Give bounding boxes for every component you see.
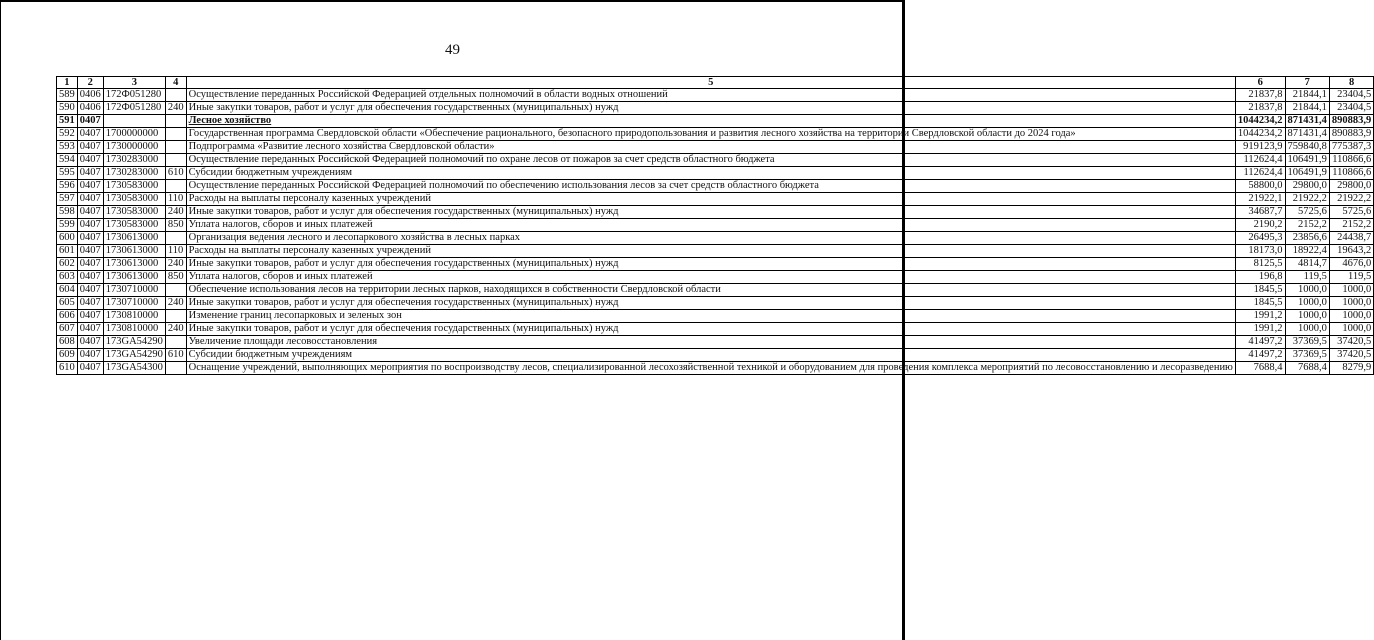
table-row — [57, 193, 1374, 206]
description-cell: Иные закупки товаров, работ и услуг для обеспечения государственных (муниципальных) нужд — [186, 206, 1235, 219]
expense-type-cell — [165, 115, 186, 128]
table-row — [57, 323, 1374, 336]
table-row — [57, 232, 1374, 245]
description-cell: Иные закупки товаров, работ и услуг для обеспечения государственных (муниципальных) нужд — [186, 258, 1235, 271]
amount-col-8-cell: 110866,6 — [1329, 154, 1373, 167]
section-code-cell: 0407 — [77, 297, 103, 310]
expense-type-cell — [165, 284, 186, 297]
amount-col-8-cell: 5725,6 — [1329, 206, 1373, 219]
table-row — [57, 310, 1374, 323]
row-number-cell: 596 — [57, 180, 78, 193]
description-cell: Осуществление переданных Российской Федерацией полномочий по охране лесов от пожаров за счет средств областного бюджета — [186, 154, 1235, 167]
amount-col-6-cell: 1044234,2 — [1235, 128, 1285, 141]
amount-col-8-cell: 24438,7 — [1329, 232, 1373, 245]
row-number-cell: 595 — [57, 167, 78, 180]
amount-col-7-cell: 21844,1 — [1285, 89, 1329, 102]
description-cell: Изменение границ лесопарковых и зеленых зон — [186, 310, 1235, 323]
amount-col-6-cell: 1991,2 — [1235, 323, 1285, 336]
table-row — [57, 206, 1374, 219]
table-row — [57, 89, 1374, 102]
target-article-cell: 1730000000 — [103, 141, 165, 154]
table-row — [57, 141, 1374, 154]
amount-col-6-cell: 26495,3 — [1235, 232, 1285, 245]
section-code-cell: 0407 — [77, 323, 103, 336]
amount-col-8-cell: 8279,9 — [1329, 362, 1373, 375]
amount-col-6-cell: 1991,2 — [1235, 310, 1285, 323]
section-code-cell: 0407 — [77, 245, 103, 258]
section-code-cell: 0407 — [77, 180, 103, 193]
row-number-cell: 601 — [57, 245, 78, 258]
description-cell: Государственная программа Свердловской области «Обеспечение рационального, безопасного природопользования и развития лесного хозяйства на территории Свердловской области до 2024 года» — [186, 128, 1235, 141]
amount-col-7-cell: 7688,4 — [1285, 362, 1329, 375]
amount-col-7-cell: 21922,2 — [1285, 193, 1329, 206]
header-col-6: 6 — [1235, 77, 1285, 89]
amount-col-8-cell: 23404,5 — [1329, 102, 1373, 115]
header-col-1: 1 — [57, 77, 78, 89]
table-row — [57, 349, 1374, 362]
target-article-cell: 1730613000 — [103, 258, 165, 271]
amount-col-7-cell: 1000,0 — [1285, 284, 1329, 297]
amount-col-6-cell: 919123,9 — [1235, 141, 1285, 154]
expense-type-cell — [165, 141, 186, 154]
budget-table — [56, 76, 1374, 375]
expense-type-cell: 240 — [165, 206, 186, 219]
amount-col-7-cell: 4814,7 — [1285, 258, 1329, 271]
amount-col-8-cell: 1000,0 — [1329, 297, 1373, 310]
amount-col-7-cell: 23856,6 — [1285, 232, 1329, 245]
target-article-cell: 172Ф051280 — [103, 89, 165, 102]
expense-type-cell — [165, 128, 186, 141]
description-cell: Оснащение учреждений, выполняющих мероприятия по воспроизводству лесов, специализированной лесохозяйственной техникой и оборудованием для проведения комплекса мероприятий по лесовосстановлению и лесоразведению — [186, 362, 1235, 375]
description-cell: Субсидии бюджетным учреждениям — [186, 349, 1235, 362]
description-cell: Осуществление переданных Российской Федерацией отдельных полномочий в области водных отношений — [186, 89, 1235, 102]
section-code-cell: 0407 — [77, 167, 103, 180]
row-number-cell: 608 — [57, 336, 78, 349]
amount-col-7-cell: 1000,0 — [1285, 310, 1329, 323]
header-col-8: 8 — [1329, 77, 1373, 89]
section-code-cell: 0407 — [77, 271, 103, 284]
section-code-cell: 0406 — [77, 89, 103, 102]
row-number-cell: 589 — [57, 89, 78, 102]
expense-type-cell — [165, 154, 186, 167]
row-number-cell: 597 — [57, 193, 78, 206]
row-number-cell: 605 — [57, 297, 78, 310]
amount-col-8-cell: 890883,9 — [1329, 128, 1373, 141]
amount-col-6-cell: 58800,0 — [1235, 180, 1285, 193]
expense-type-cell — [165, 336, 186, 349]
amount-col-8-cell: 23404,5 — [1329, 89, 1373, 102]
amount-col-8-cell: 21922,2 — [1329, 193, 1373, 206]
section-code-cell: 0407 — [77, 115, 103, 128]
table-row — [57, 219, 1374, 232]
target-article-cell — [103, 115, 165, 128]
amount-col-8-cell: 1000,0 — [1329, 323, 1373, 336]
table-row — [57, 297, 1374, 310]
target-article-cell: 1730583000 — [103, 180, 165, 193]
expense-type-cell: 240 — [165, 258, 186, 271]
expense-type-cell: 240 — [165, 102, 186, 115]
row-number-cell: 604 — [57, 284, 78, 297]
row-number-cell: 603 — [57, 271, 78, 284]
target-article-cell: 1730583000 — [103, 206, 165, 219]
target-article-cell: 1730710000 — [103, 297, 165, 310]
target-article-cell: 1730710000 — [103, 284, 165, 297]
description-cell: Расходы на выплаты персоналу казенных учреждений — [186, 245, 1235, 258]
section-code-cell: 0407 — [77, 219, 103, 232]
amount-col-7-cell: 106491,9 — [1285, 154, 1329, 167]
page-border-left — [0, 0, 1, 640]
amount-col-6-cell: 41497,2 — [1235, 349, 1285, 362]
row-number-cell: 590 — [57, 102, 78, 115]
target-article-cell: 1730583000 — [103, 193, 165, 206]
amount-col-8-cell: 119,5 — [1329, 271, 1373, 284]
target-article-cell: 172Ф051280 — [103, 102, 165, 115]
header-col-4: 4 — [165, 77, 186, 89]
target-article-cell: 1730613000 — [103, 232, 165, 245]
target-article-cell: 1730283000 — [103, 167, 165, 180]
row-number-cell: 592 — [57, 128, 78, 141]
header-col-2: 2 — [77, 77, 103, 89]
row-number-cell: 599 — [57, 219, 78, 232]
page-number: 49 — [445, 42, 460, 58]
expense-type-cell: 850 — [165, 271, 186, 284]
description-cell: Уплата налогов, сборов и иных платежей — [186, 271, 1235, 284]
table-row — [57, 362, 1374, 375]
description-cell: Иные закупки товаров, работ и услуг для обеспечения государственных (муниципальных) нужд — [186, 102, 1235, 115]
table-row — [57, 115, 1374, 128]
header-col-3: 3 — [103, 77, 165, 89]
amount-col-6-cell: 2190,2 — [1235, 219, 1285, 232]
table-row — [57, 180, 1374, 193]
description-cell: Субсидии бюджетным учреждениям — [186, 167, 1235, 180]
amount-col-7-cell: 119,5 — [1285, 271, 1329, 284]
expense-type-cell: 240 — [165, 323, 186, 336]
target-article-cell: 1730613000 — [103, 245, 165, 258]
section-code-cell: 0407 — [77, 154, 103, 167]
section-code-cell: 0407 — [77, 258, 103, 271]
header-col-7: 7 — [1285, 77, 1329, 89]
description-cell: Обеспечение использования лесов на территории лесных парков, находящихся в собственности Свердловской области — [186, 284, 1235, 297]
description-cell: Организация ведения лесного и лесопаркового хозяйства в лесных парках — [186, 232, 1235, 245]
description-cell: Лесное хозяйство — [186, 115, 1235, 128]
amount-col-7-cell: 1000,0 — [1285, 297, 1329, 310]
page-border-top — [0, 0, 905, 2]
target-article-cell: 1730283000 — [103, 154, 165, 167]
section-code-cell: 0407 — [77, 310, 103, 323]
amount-col-8-cell: 1000,0 — [1329, 284, 1373, 297]
amount-col-7-cell: 18922,4 — [1285, 245, 1329, 258]
section-code-cell: 0407 — [77, 362, 103, 375]
amount-col-8-cell: 110866,6 — [1329, 167, 1373, 180]
amount-col-6-cell: 18173,0 — [1235, 245, 1285, 258]
expense-type-cell: 610 — [165, 167, 186, 180]
expense-type-cell: 240 — [165, 297, 186, 310]
amount-col-6-cell: 112624,4 — [1235, 154, 1285, 167]
amount-col-7-cell: 29800,0 — [1285, 180, 1329, 193]
amount-col-6-cell: 34687,7 — [1235, 206, 1285, 219]
header-col-5: 5 — [186, 77, 1235, 89]
row-number-cell: 607 — [57, 323, 78, 336]
amount-col-8-cell: 4676,0 — [1329, 258, 1373, 271]
section-code-cell: 0407 — [77, 141, 103, 154]
expense-type-cell: 110 — [165, 245, 186, 258]
amount-col-7-cell: 5725,6 — [1285, 206, 1329, 219]
section-code-cell: 0407 — [77, 336, 103, 349]
table-row — [57, 102, 1374, 115]
table-row — [57, 271, 1374, 284]
amount-col-8-cell: 775387,3 — [1329, 141, 1373, 154]
expense-type-cell: 850 — [165, 219, 186, 232]
amount-col-8-cell: 29800,0 — [1329, 180, 1373, 193]
expense-type-cell — [165, 89, 186, 102]
table-row — [57, 336, 1374, 349]
table-row — [57, 284, 1374, 297]
amount-col-6-cell: 1845,5 — [1235, 297, 1285, 310]
expense-type-cell — [165, 232, 186, 245]
section-code-cell: 0407 — [77, 349, 103, 362]
row-number-cell: 602 — [57, 258, 78, 271]
amount-col-6-cell: 1044234,2 — [1235, 115, 1285, 128]
amount-col-7-cell: 21844,1 — [1285, 102, 1329, 115]
table-body — [57, 89, 1374, 375]
amount-col-6-cell: 41497,2 — [1235, 336, 1285, 349]
amount-col-6-cell: 112624,4 — [1235, 167, 1285, 180]
row-number-cell: 610 — [57, 362, 78, 375]
section-code-cell: 0407 — [77, 193, 103, 206]
amount-col-7-cell: 37369,5 — [1285, 336, 1329, 349]
expense-type-cell — [165, 310, 186, 323]
target-article-cell: 1700000000 — [103, 128, 165, 141]
target-article-cell: 1730810000 — [103, 310, 165, 323]
table-row — [57, 167, 1374, 180]
amount-col-8-cell: 37420,5 — [1329, 349, 1373, 362]
description-cell: Увеличение площади лесовосстановления — [186, 336, 1235, 349]
description-cell: Осуществление переданных Российской Федерацией полномочий по обеспечению использования лесов за счет средств областного бюджета — [186, 180, 1235, 193]
section-code-cell: 0407 — [77, 128, 103, 141]
expense-type-cell — [165, 362, 186, 375]
description-cell: Расходы на выплаты персоналу казенных учреждений — [186, 193, 1235, 206]
row-number-cell: 591 — [57, 115, 78, 128]
amount-col-7-cell: 37369,5 — [1285, 349, 1329, 362]
amount-col-6-cell: 8125,5 — [1235, 258, 1285, 271]
row-number-cell: 593 — [57, 141, 78, 154]
target-article-cell: 1730810000 — [103, 323, 165, 336]
amount-col-6-cell: 21922,1 — [1235, 193, 1285, 206]
target-article-cell: 173GA54290 — [103, 349, 165, 362]
row-number-cell: 609 — [57, 349, 78, 362]
amount-col-6-cell: 7688,4 — [1235, 362, 1285, 375]
amount-col-6-cell: 196,8 — [1235, 271, 1285, 284]
section-code-cell: 0407 — [77, 232, 103, 245]
amount-col-8-cell: 890883,9 — [1329, 115, 1373, 128]
row-number-cell: 606 — [57, 310, 78, 323]
amount-col-8-cell: 19643,2 — [1329, 245, 1373, 258]
expense-type-cell: 610 — [165, 349, 186, 362]
row-number-cell: 594 — [57, 154, 78, 167]
section-code-cell: 0407 — [77, 206, 103, 219]
amount-col-6-cell: 21837,8 — [1235, 89, 1285, 102]
description-cell: Иные закупки товаров, работ и услуг для обеспечения государственных (муниципальных) нужд — [186, 297, 1235, 310]
target-article-cell: 1730583000 — [103, 219, 165, 232]
table-row — [57, 258, 1374, 271]
target-article-cell: 173GA54300 — [103, 362, 165, 375]
description-cell: Иные закупки товаров, работ и услуг для обеспечения государственных (муниципальных) нужд — [186, 323, 1235, 336]
amount-col-8-cell: 37420,5 — [1329, 336, 1373, 349]
description-cell: Подпрограмма «Развитие лесного хозяйства Свердловской области» — [186, 141, 1235, 154]
amount-col-7-cell: 1000,0 — [1285, 323, 1329, 336]
amount-col-7-cell: 871431,4 — [1285, 115, 1329, 128]
expense-type-cell: 110 — [165, 193, 186, 206]
table-header-row — [57, 77, 1374, 89]
amount-col-8-cell: 1000,0 — [1329, 310, 1373, 323]
table-row — [57, 128, 1374, 141]
section-code-cell: 0406 — [77, 102, 103, 115]
row-number-cell: 600 — [57, 232, 78, 245]
amount-col-6-cell: 21837,8 — [1235, 102, 1285, 115]
description-cell: Уплата налогов, сборов и иных платежей — [186, 219, 1235, 232]
table-row — [57, 245, 1374, 258]
expense-type-cell — [165, 180, 186, 193]
amount-col-7-cell: 106491,9 — [1285, 167, 1329, 180]
amount-col-7-cell: 871431,4 — [1285, 128, 1329, 141]
table-row — [57, 154, 1374, 167]
amount-col-7-cell: 759840,8 — [1285, 141, 1329, 154]
section-code-cell: 0407 — [77, 284, 103, 297]
target-article-cell: 173GA54290 — [103, 336, 165, 349]
amount-col-7-cell: 2152,2 — [1285, 219, 1329, 232]
target-article-cell: 1730613000 — [103, 271, 165, 284]
amount-col-8-cell: 2152,2 — [1329, 219, 1373, 232]
row-number-cell: 598 — [57, 206, 78, 219]
amount-col-6-cell: 1845,5 — [1235, 284, 1285, 297]
